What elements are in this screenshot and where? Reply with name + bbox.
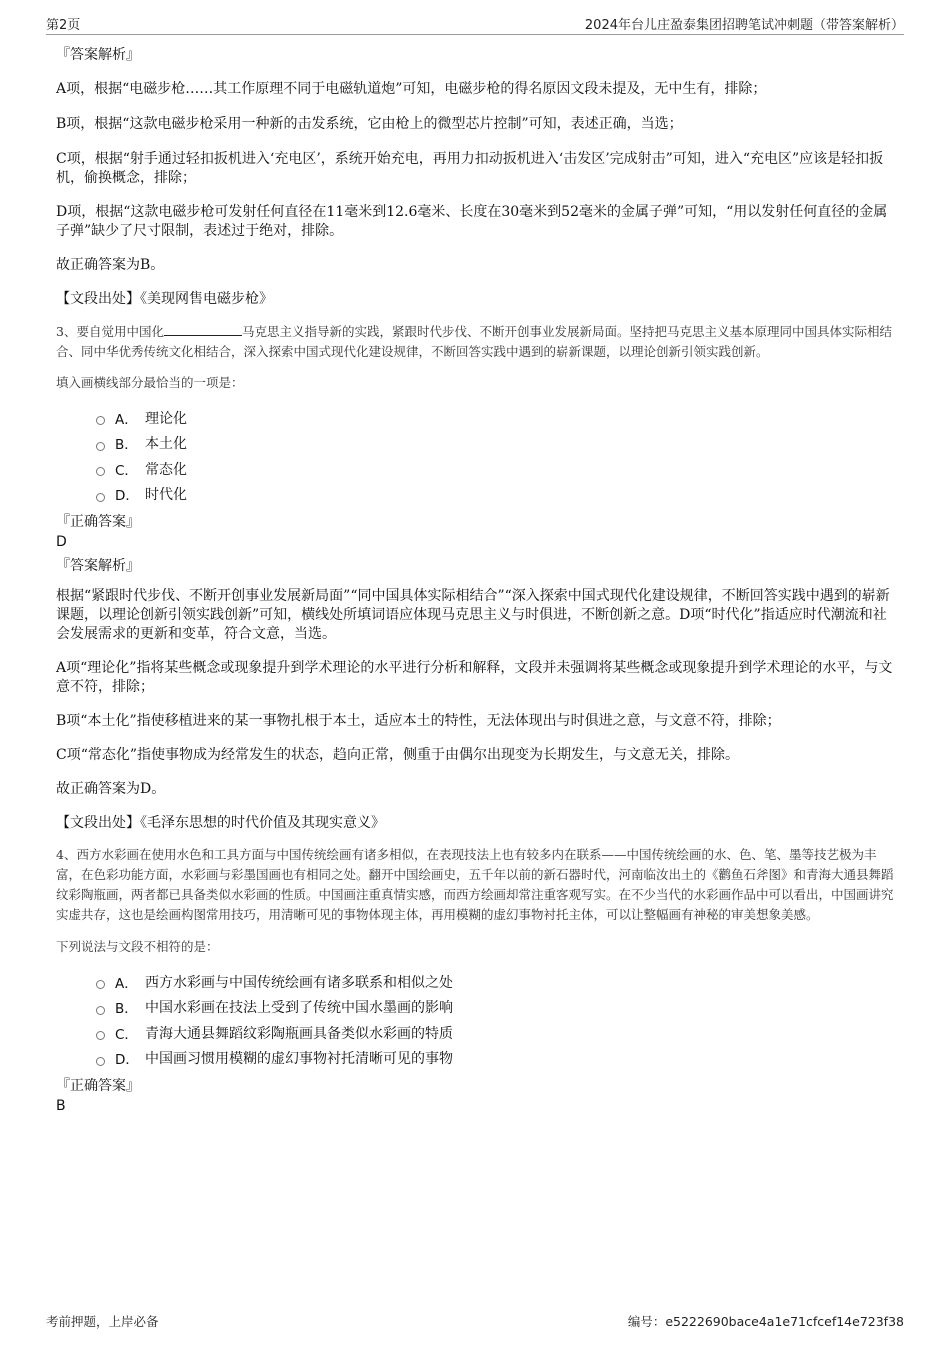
q3-analysis-label: 『答案解析』 (56, 558, 140, 574)
q3-option-d[interactable]: D． 时代化 (96, 482, 894, 508)
q4-stem: 4、西方水彩画在使用水色和工具方面与中国传统绘画有诸多相似，在表现技法上也有较多内在联系——中国传统绘画的水、色、笔、墨等技艺极为丰富，在色彩功能方面，水彩画与彩墨国画也有相同之处。翻开中国绘画史，五千年以前的新石器时代，河南临汝出土的《鹳鱼石斧图》和青海大通县舞蹈纹彩陶瓶画，两者都已具备类似水彩画的性质。中国画注重真情实感，而西方绘画却常注重客观写实。在不少当代的水彩画作品中可以看出，中国画讲究实虚共存，这也是绘画构图常用技巧，用清晰可见的事物体现主体，再用模糊的虚幻事物衬托主体，可以让整幅画有神秘的审美想象美感。 (56, 847, 894, 922)
radio-icon[interactable] (96, 1057, 105, 1066)
document-id: 编号：e5222690bace4a1e71cfcef14e723f38 (627, 1314, 904, 1329)
q2-conclusion: 故正确答案为B。 (56, 257, 165, 273)
footer-slogan: 考前押题，上岸必备 (46, 1314, 159, 1329)
page-number: 第2页 (46, 18, 81, 33)
q3-prompt: 填入画横线部分最恰当的一项是： (56, 375, 244, 390)
q3-option-a[interactable]: A． 理论化 (96, 405, 894, 431)
q3-analysis-b: B项“本土化”指使移植进来的某一事物扎根于本土，适应本土的特性，无法体现出与时俱进之意，与文意不符，排除； (56, 713, 781, 729)
radio-icon[interactable] (96, 442, 105, 451)
q2-analysis-c: C项，根据“射手通过轻扣扳机进入‘充电区’，系统开始充电，再用力扣动扳机进入‘击发区’完成射击”可知，进入“充电区”应该是轻扣扳机，偷换概念，排除； (56, 151, 884, 186)
q2-analysis-d: D项，根据“这款电磁步枪可发射任何直径在11毫米到12.6毫米、长度在30毫米到52毫米的金属子弹”可知，“用以发射任何直径的金属子弹”缺少了尺寸限制，表述过于绝对，排除。 (56, 204, 888, 239)
radio-icon[interactable] (96, 1006, 105, 1015)
q3-conclusion: 故正确答案为D。 (56, 781, 166, 797)
q3-source: 【文段出处】《毛泽东思想的时代价值及其现实意义》 (56, 815, 385, 831)
q2-source: 【文段出处】《美现网售电磁步枪》 (56, 291, 273, 307)
radio-icon[interactable] (96, 980, 105, 989)
page-header (46, 12, 904, 35)
q4-options (56, 969, 894, 1071)
q3-analysis-a: A项“理论化”指将某些概念或现象提升到学术理论的水平进行分析和解释，文段并未强调将某些概念或现象提升到学术理论的水平，与文意不符，排除； (56, 660, 893, 695)
q3-correct-answer: D (56, 534, 67, 550)
q3-analysis-main: 根据“紧跟时代步伐、不断开创事业发展新局面”“同中国具体实际相结合”“深入探索中国式现代化建设规律，不断回答实践中遇到的崭新课题，以理论创新引领实践创新”可知，横线处所填词语应体现马克思主义与时俱进，不断创新之意。D项“时代化”指适应时代潮流和社会发展需求的更新和变革，符合文意，当选。 (56, 588, 890, 642)
q3-option-c[interactable]: C． 常态化 (96, 456, 894, 482)
radio-icon[interactable] (96, 416, 105, 425)
fill-blank (164, 323, 242, 336)
q4-prompt: 下列说法与文段不相符的是： (56, 939, 219, 954)
q3-correct-label: 『正确答案』 (56, 514, 140, 530)
q4-correct-label: 『正确答案』 (56, 1078, 140, 1094)
q2-analysis-a: A项，根据“电磁步枪……其工作原理不同于电磁轨道炮”可知，电磁步枪的得名原因文段未提及，无中生有，排除； (56, 81, 767, 97)
q4-option-d[interactable]: D． 中国画习惯用模糊的虚幻事物衬托清晰可见的事物 (96, 1046, 894, 1072)
document-body (56, 46, 894, 1115)
q4-option-a[interactable]: A． 西方水彩画与中国传统绘画有诸多联系和相似之处 (96, 969, 894, 995)
q2-analysis-label: 『答案解析』 (56, 47, 140, 63)
document-title: 2024年台儿庄盈泰集团招聘笔试冲刺题（带答案解析） (584, 18, 904, 33)
q3-option-b[interactable]: B． 本土化 (96, 431, 894, 457)
q4-option-c[interactable]: C． 青海大通县舞蹈纹彩陶瓶画具备类似水彩画的特质 (96, 1020, 894, 1046)
q3-analysis-c: C项“常态化”指使事物成为经常发生的状态，趋向正常，侧重于由偶尔出现变为长期发生，与文意无关，排除。 (56, 747, 740, 763)
q4-option-b[interactable]: B． 中国水彩画在技法上受到了传统中国水墨画的影响 (96, 995, 894, 1021)
radio-icon[interactable] (96, 467, 105, 476)
q3-options (56, 405, 894, 507)
page-footer (46, 1312, 904, 1332)
radio-icon[interactable] (96, 1031, 105, 1040)
radio-icon[interactable] (96, 493, 105, 502)
q4-correct-answer: B (56, 1098, 66, 1114)
q3-stem: 3、要自觉用中国化 马克思主义指导新的实践，紧跟时代步伐、不断开创事业发展新局面。坚持把马克思主义基本原理同中国具体实际相结合、同中华优秀传统文化相结合，深入探索中国式现代化建设规律，不断回答实践中遇到的崭新课题，以理论创新引领实践创新。 (56, 324, 892, 359)
q2-analysis-b: B项，根据“这款电磁步枪采用一种新的击发系统，它由枪上的微型芯片控制”可知，表述正确，当选； (56, 116, 683, 132)
